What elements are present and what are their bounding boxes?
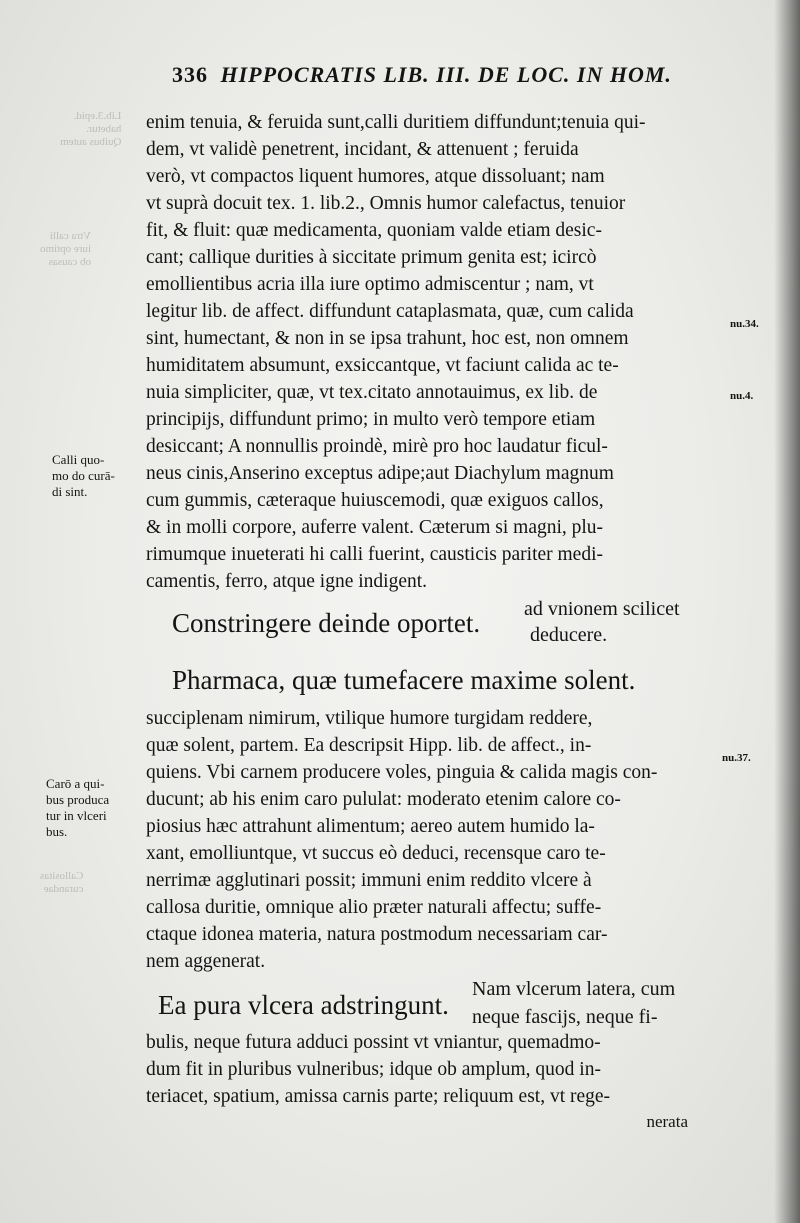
text-line: callosa duritie, omnique alio præter naturali affectu; suffe- xyxy=(146,897,602,918)
margin-reference: nu.34. xyxy=(730,318,759,330)
text-line: enim tenuia, & feruida sunt,calli duritiem diffundunt;tenuia qui- xyxy=(146,112,646,133)
text-line: rimumque inueterati hi calli fuerint, causticis pariter medi- xyxy=(146,544,604,565)
margin-note-line: bus. xyxy=(46,824,68,839)
margin-note-line: Calli quo- xyxy=(52,452,105,467)
lemma-heading: Pharmaca, quæ tumefacere maxime solent. xyxy=(172,665,636,695)
margin-note-line: Carō a qui- xyxy=(46,776,105,791)
show-through-text-2: Vtra calli iure optimo ob causas xyxy=(40,230,92,268)
text-line: cant; callique durities à siccitate primum genita est; icircò xyxy=(146,247,597,268)
text-line: quiens. Vbi carnem producere voles, pinguia & calida magis con- xyxy=(146,762,658,783)
margin-note-line: mo do curā- xyxy=(52,468,115,483)
lemma-gloss: Nam vlcerum latera, cum xyxy=(472,978,676,1000)
lemma-gloss: ad vnionem scilicet xyxy=(524,598,680,620)
text-line: teriacet, spatium, amissa carnis parte; reliquum est, vt rege- xyxy=(146,1086,611,1107)
margin-note-line: di sint. xyxy=(52,484,88,499)
show-through-text: Lib.3.epid. habetur. Quibus autem xyxy=(60,110,122,148)
margin-note-line: bus produca xyxy=(46,792,110,807)
lemma-heading: Ea pura vlcera adstringunt. xyxy=(158,990,449,1020)
margin-note-line: tur in vlceri xyxy=(46,808,107,823)
text-line: humiditatem absumunt, exsiccantque, vt faciunt calida ac te- xyxy=(146,355,619,376)
text-line: quæ solent, partem. Ea descripsit Hipp. lib. de affect., in- xyxy=(146,735,592,756)
text-line: & in molli corpore, auferre valent. Cæterum si magni, plu- xyxy=(146,517,604,538)
text-line: principijs, diffundunt primo; in multo verò tempore etiam xyxy=(146,409,596,430)
text-line: neus cinis,Anserino exceptus adipe;aut Diachylum magnum xyxy=(146,463,614,484)
margin-reference: nu.4. xyxy=(730,390,754,402)
text-line: nuia simpliciter, quæ, vt tex.citato annotauimus, ex lib. de xyxy=(146,382,598,403)
text-line: xant, emolliuntque, vt succus eò deduci, recensque caro te- xyxy=(146,843,606,864)
text-line: bulis, neque futura adduci possint vt vniantur, quemadmo- xyxy=(146,1032,601,1053)
text-line: sint, humectant, & non in se ipsa trahunt, hoc est, non omnem xyxy=(146,328,629,349)
text-line: camentis, ferro, atque igne indigent. xyxy=(146,571,428,592)
text-line: nerrimæ agglutinari possit; immuni enim reddito vlcere à xyxy=(146,870,592,891)
text-line: emollientibus acria illa iure optimo admiscentur ; nam, vt xyxy=(146,274,594,295)
lemma-gloss: neque fascijs, neque fi- xyxy=(472,1006,658,1028)
running-header xyxy=(172,62,692,102)
running-title: HIPPOCRATIS LIB. III. DE LOC. IN HOM. xyxy=(220,62,672,87)
text-line: cum gummis, cæteraque huiuscemodi, quæ exiguos callos, xyxy=(146,490,604,511)
text-line: vt suprà docuit tex. 1. lib.2., Omnis humor calefactus, tenuior xyxy=(146,193,626,214)
page-gutter-shadow xyxy=(774,0,800,1223)
lemma-heading: Constringere deinde oportet. xyxy=(172,608,481,638)
margin-note xyxy=(46,776,109,840)
text-line: succiplenam nimirum, vtilique humore turgidam reddere, xyxy=(146,708,593,729)
text-line: piosius hæc attrahunt alimentum; aereo autem humido la- xyxy=(146,816,595,837)
text-line: dum fit in pluribus vulneribus; idque ob amplum, quod in- xyxy=(146,1059,601,1080)
text-line: desiccant; A nonnullis proindè, mirè pro hoc laudatur ficul- xyxy=(146,436,608,457)
catchword: nerata xyxy=(646,1112,688,1131)
page-number: 336 xyxy=(172,62,208,87)
margin-reference: nu.37. xyxy=(722,752,751,764)
text-line: fit, & fluit: quæ medicamenta, quoniam valde etiam desic- xyxy=(146,220,602,241)
text-line: nem aggenerat. xyxy=(146,951,266,972)
show-through-text-3: Callositas curandae xyxy=(40,870,84,895)
text-line: ctaque idonea materia, natura postmodum necessariam car- xyxy=(146,924,608,945)
text-line: dem, vt validè penetrent, incidant, & attenuent ; feruida xyxy=(146,139,579,160)
margin-note xyxy=(52,452,115,500)
text-line: ducunt; ab his enim caro pululat: moderato etenim calore co- xyxy=(146,789,621,810)
lemma-gloss: deducere. xyxy=(530,624,608,646)
text-line: verò, vt compactos liquent humores, atque dissoluant; nam xyxy=(146,166,605,187)
text-line: legitur lib. de affect. diffundunt cataplasmata, quæ, cum calida xyxy=(146,301,634,322)
